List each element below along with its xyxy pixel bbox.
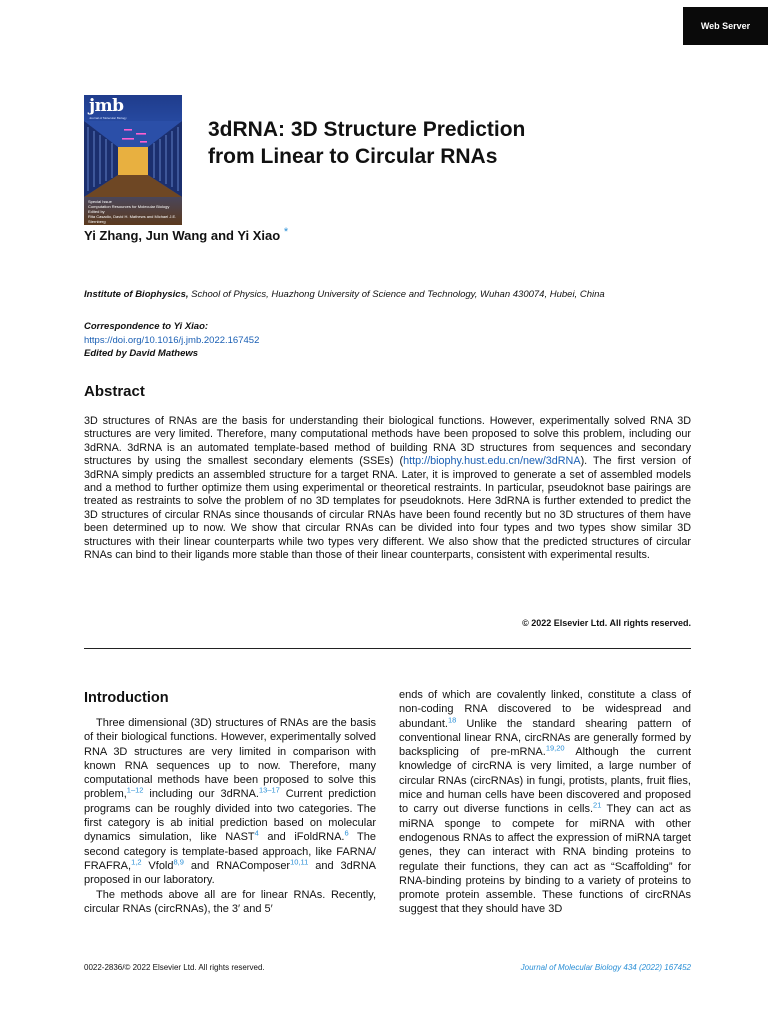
abstract-text: 3D structures of RNAs are the basis for understanding their biological functions. However, experimentally solved RNA 3D structures are very limited. Therefore, many computational methods have been proposed to solve this problem, including our 3dRNA. 3dRNA is an automated template-based method of building RNA 3D structures from sequences and secondary structures by using the smallest secondary elements (SSEs) (http://biophy.hust.edu.cn/new/3dRNA). The first version of 3dRNA simply predicts an assembled structure for a target RNA. Later, it is improved to generate a set of assembled models and a method to further optimize them using experimental or theoretical restraints. In particular, pseudoknot base pairings are treated as restraints to solve the problem of no 3D templates for pseudoknots. Here 3dRNA is further extended to predict the 3D structures of circular RNAs since thousands of circular RNAs have been found recently but no 3D structures of them have been determined up to now. We show that circular RNAs can be divided into four types and two types show similar 3D structures with their linear counterparts while two types very different. We also show that the predicted structures of circular RNAs can bind to their ligands more stable than those of their linear counterparts, consistent with experimental results. [84, 415, 691, 562]
citation-ref[interactable]: 4 [254, 828, 259, 838]
intro-paragraph-2: The methods above all are for linear RNAs. Recently, circular RNAs (circRNAs), the 3′ and 5′ [84, 888, 376, 915]
correspondence-block [84, 320, 259, 361]
citation-ref[interactable]: 10,11 [290, 857, 309, 867]
intro-paragraph-1: Three dimensional (3D) structures of RNAs are the basis of their biological functions. However, experimentally solved RNA 3D structures are very limited in comparison with known RNA sequences up to now. Therefore, many computational methods have been proposed to solve this problem,$^{1-12}$ including our 3dRNA.$^{13-17}$ Current prediction programs can be roughly divided into two categories. The first category is ab initial prediction based on molecular dynamics simulation, like NAST$^4$ and iFoldRNA.$^6$ The second category is template-based approach, like FARNA/ FRAFRA,$^{1,2}$ Vfold$^{8,9}$ and RNAComposer$^{10,11}$ and 3dRNA proposed in our laboratory. [84, 717, 376, 887]
section-divider [84, 648, 691, 649]
cover-caption: Special Issue Computation Resources for Molecular Biology Edited by Rita Casadio, David H. Mathews and Michael J.E. Sternberg [88, 199, 177, 224]
citation-ref[interactable]: 1–12 [126, 785, 144, 795]
journal-tagline: Journal of Molecular Biology [89, 116, 127, 120]
article-type-badge: Web Server [683, 7, 768, 45]
author-list: Yi Zhang, Jun Wang and Yi Xiao * [84, 226, 289, 243]
corresponding-author-mark[interactable]: * [283, 226, 289, 238]
correspondence-label: Correspondence to Yi Xiao: [84, 321, 209, 332]
intro-paragraph-3: ends of which are covalently linked, constitute a class of non-coding RNA discovered to be widespread and abundant.$^{18}$ Unlike the standard shearing pattern of conventional linear RNA, circRNAs are generally formed by backsplicing of pre-mRNA.$^{19,20}$ Although the current knowledge of circRNA is very limited, a large number of circular RNAs (circRNAs) in fungi, protists, plants, fruit flies, mice and human cells have been discovered and proposed to carry out diverse functions in cells.$^{21}$ They can act as miRNA sponge to compete for miRNA with other endogenous RNAs to affect the expression of miRNA target genes, they can interact with RNA binding proteins to regulate their functions, they can act as “Scaffolding” for RNA-binding proteins by binding to a variety of proteins to promote protein assemble. These functions of circRNAs suggest that they should have 3D [399, 689, 691, 916]
footer-issn: 0022-2836/© 2022 Elsevier Ltd. All rights reserved. [84, 963, 265, 972]
copyright-notice: © 2022 Elsevier Ltd. All rights reserved. [522, 618, 691, 628]
citation-ref[interactable]: 8,9 [173, 857, 184, 867]
citation-ref[interactable]: 13–17 [258, 785, 280, 795]
journal-logo: jmb [89, 96, 124, 116]
citation-ref[interactable]: 18 [447, 714, 457, 724]
doi-link[interactable]: https://doi.org/10.1016/j.jmb.2022.167452 [84, 334, 260, 346]
citation-ref[interactable]: 19,20 [545, 743, 565, 753]
introduction-left-column [84, 716, 376, 916]
abstract-heading: Abstract [84, 383, 145, 400]
citation-ref[interactable]: 1,2 [131, 857, 142, 867]
journal-cover-image [84, 95, 182, 225]
introduction-heading: Introduction [84, 690, 169, 706]
footer-journal-citation[interactable]: Journal of Molecular Biology 434 (2022) 167452 [520, 963, 691, 972]
server-url-link[interactable]: http://biophy.hust.edu.cn/new/3dRNA [403, 455, 581, 468]
article-title: 3dRNA: 3D Structure Prediction from Linear to Circular RNAs [208, 118, 526, 168]
citation-ref[interactable]: 6 [344, 828, 349, 838]
citation-ref[interactable]: 21 [593, 800, 602, 810]
affiliation: Institute of Biophysics, School of Physics, Huazhong University of Science and Technology, Wuhan 430074, Hubei, China [84, 289, 605, 300]
editor-line: Edited by David Mathews [84, 348, 199, 359]
cover-artwork [84, 121, 182, 197]
introduction-right-column [399, 688, 691, 917]
